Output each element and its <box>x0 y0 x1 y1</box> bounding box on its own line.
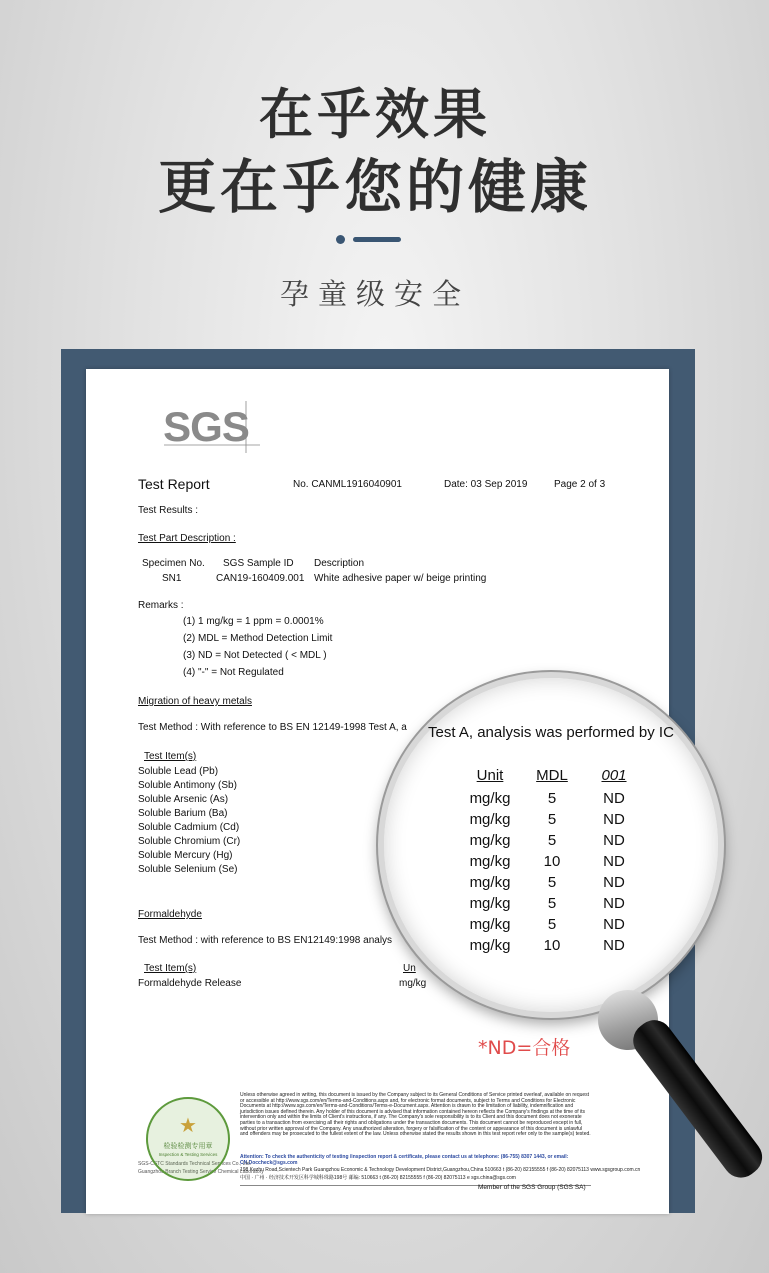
magnified-mdl-cell: 5 <box>547 790 557 807</box>
test-item: Soluble Arsenic (As) <box>138 794 229 805</box>
magnified-result-cell: ND <box>603 895 625 912</box>
sample-id: CAN19-160409.001 <box>216 573 305 584</box>
test-item: Soluble Cadmium (Cd) <box>138 822 240 833</box>
magnified-mdl-cell: 5 <box>547 832 557 849</box>
magnified-result-cell: ND <box>603 811 625 828</box>
seal-inner-text: 检验检测专用章 <box>163 1142 213 1150</box>
headline-line-2: 更在乎您的健康 <box>157 153 592 221</box>
remark-item: (1) 1 mg/kg = 1 ppm = 0.0001% <box>183 616 324 627</box>
address-english: 198 Kezhu Road,Scientech Park Guangzhou Economic & Technology Development District,Guangzhou,China 510663 t (86-20) 82155555 f (86-20) 82075113 www.sgsgroup.com.cn <box>240 1167 641 1173</box>
decorative-dot <box>336 235 345 244</box>
test-item: Soluble Mercury (Hg) <box>138 850 233 861</box>
test-items-header: Test Item(s) <box>144 751 197 762</box>
magnified-unit-cell: mg/kg <box>469 790 511 807</box>
magnified-unit-cell: mg/kg <box>469 853 511 870</box>
magnified-mdl-cell: 5 <box>547 895 557 912</box>
magnified-unit-cell: mg/kg <box>469 811 511 828</box>
report-number: No. CANML1916040901 <box>293 479 402 490</box>
legal-fine-print: Unless otherwise agreed in writing, this document is issued by the Company subject to its General Conditions of Service printed overleaf, available on request or accessible at http://www.sgs.com/en/Terms-and-Conditions.aspx and, for electronic format documents, subject to Terms and Conditions for Electronic Documents at http://www.sgs.com/en/Terms-and-Conditions/Terms-e-Document.aspx. Attention is drawn to the limitation of liability, indemnification and jurisdiction issues defined therein. Any holder of this document is advised that information contained hereon reflects the Company's findings at the time of its intervention only and within the limits of Client's instructions, if any. The Company's sole responsibility is to its Client and this document does not exonerate parties to a transaction from exercising all their rights and obligations under the transaction documents. This document cannot be reproduced except in full, without prior written approval of the Company. Any unauthorized alteration, forgery or falsification of the content or appearance of this document is unlawful and offenders may be prosecuted to the fullest extent of the law. Unless otherwise stated the results shown in this test report refer only to the sample(s) tested. <box>240 1092 591 1138</box>
magnified-result-cell: ND <box>603 874 625 891</box>
magnifier-lens <box>378 672 724 1018</box>
remarks-label: Remarks : <box>138 600 184 611</box>
magnified-unit-cell: mg/kg <box>469 937 511 954</box>
formaldehyde-unit-header: Un <box>403 963 416 974</box>
test-part-description-label: Test Part Description : <box>138 533 236 544</box>
magnified-result-cell: ND <box>603 916 625 933</box>
star-icon: ★ <box>179 1115 197 1137</box>
seal-caption: SGS-CSTC Standards Technical Services Co., Ltd. <box>138 1161 252 1167</box>
magnified-method-text: Test A, analysis was performed by IC <box>428 724 674 741</box>
formaldehyde-unit: mg/kg <box>399 978 427 989</box>
authenticity-notice: Attention: To check the authenticity of testing /inspection report & certificate, please contact us at telephone: (86-755) 8307 1443, or email: CN.Doccheck@sgs.com <box>240 1154 569 1166</box>
seal-inner-english: Inspection & Testing Services <box>158 1152 218 1157</box>
test-item: Soluble Barium (Ba) <box>138 808 228 819</box>
magnified-sample-header: 001 <box>601 767 627 784</box>
magnified-result-cell: ND <box>603 832 625 849</box>
formaldehyde-title: Formaldehyde <box>138 909 202 920</box>
magnified-mdl-cell: 5 <box>547 916 557 933</box>
magnified-mdl-cell: 10 <box>543 853 561 870</box>
description-header: Description <box>314 558 365 569</box>
test-results-label: Test Results : <box>138 505 199 516</box>
specimen-header: Specimen No. <box>142 558 205 569</box>
remark-item: (3) ND = Not Detected ( < MDL ) <box>183 650 327 661</box>
headline-line-1: 在乎效果 <box>259 83 491 146</box>
test-item: Soluble Antimony (Sb) <box>138 780 237 791</box>
heavy-metals-method: Test Method : With reference to BS EN 12149-1998 Test A, a <box>138 722 407 733</box>
magnified-unit-header: Unit <box>476 767 504 784</box>
sample-id-header: SGS Sample ID <box>223 558 294 569</box>
address-chinese: 中国 · 广州 · 经济技术开发区科学城科珠路198号 邮编: 510663 t (86-20) 82155555 f (86-20) 82075113 e sgs.china@sgs.com <box>240 1175 516 1181</box>
magnified-mdl-cell: 5 <box>547 874 557 891</box>
report-date: Date: 03 Sep 2019 <box>444 479 528 490</box>
sgs-logo <box>162 399 262 455</box>
decorative-bar <box>353 237 401 242</box>
inspection-seal <box>146 1097 230 1181</box>
sgs-group-member-line: Member of the SGS Group (SGS SA) <box>478 1184 586 1191</box>
specimen-description: White adhesive paper w/ beige printing <box>314 573 487 584</box>
magnified-unit-cell: mg/kg <box>469 895 511 912</box>
magnified-unit-cell: mg/kg <box>469 874 511 891</box>
formaldehyde-items-header: Test Item(s) <box>144 963 197 974</box>
magnified-mdl-cell: 10 <box>543 937 561 954</box>
report-title: Test Report <box>138 476 210 492</box>
magnified-mdl-cell: 5 <box>547 811 557 828</box>
magnified-result-cell: ND <box>603 853 625 870</box>
magnified-result-cell: ND <box>603 790 625 807</box>
tagline: 孕童级安全 <box>279 277 470 311</box>
remark-item: (4) "-" = Not Regulated <box>183 667 284 678</box>
specimen-no: SN1 <box>162 573 182 584</box>
seal-caption: Guangzhou Branch Testing Service Chemical Laboratory <box>138 1169 264 1175</box>
formaldehyde-method: Test Method : with reference to BS EN12149:1998 analys <box>138 935 393 946</box>
formaldehyde-item: Formaldehyde Release <box>138 978 242 989</box>
remark-item: (2) MDL = Method Detection Limit <box>183 633 333 644</box>
magnified-result-cell: ND <box>603 937 625 954</box>
magnified-unit-cell: mg/kg <box>469 832 511 849</box>
test-item: Soluble Selenium (Se) <box>138 864 238 875</box>
nd-pass-note: *ND=合格 <box>478 1037 571 1059</box>
magnified-unit-cell: mg/kg <box>469 916 511 933</box>
test-item: Soluble Chromium (Cr) <box>138 836 241 847</box>
test-item: Soluble Lead (Pb) <box>138 766 219 777</box>
heavy-metals-title: Migration of heavy metals <box>138 696 252 707</box>
report-page: Page 2 of 3 <box>554 479 606 490</box>
sgs-logo-text: SGS <box>163 403 249 450</box>
magnified-mdl-header: MDL <box>536 767 568 784</box>
